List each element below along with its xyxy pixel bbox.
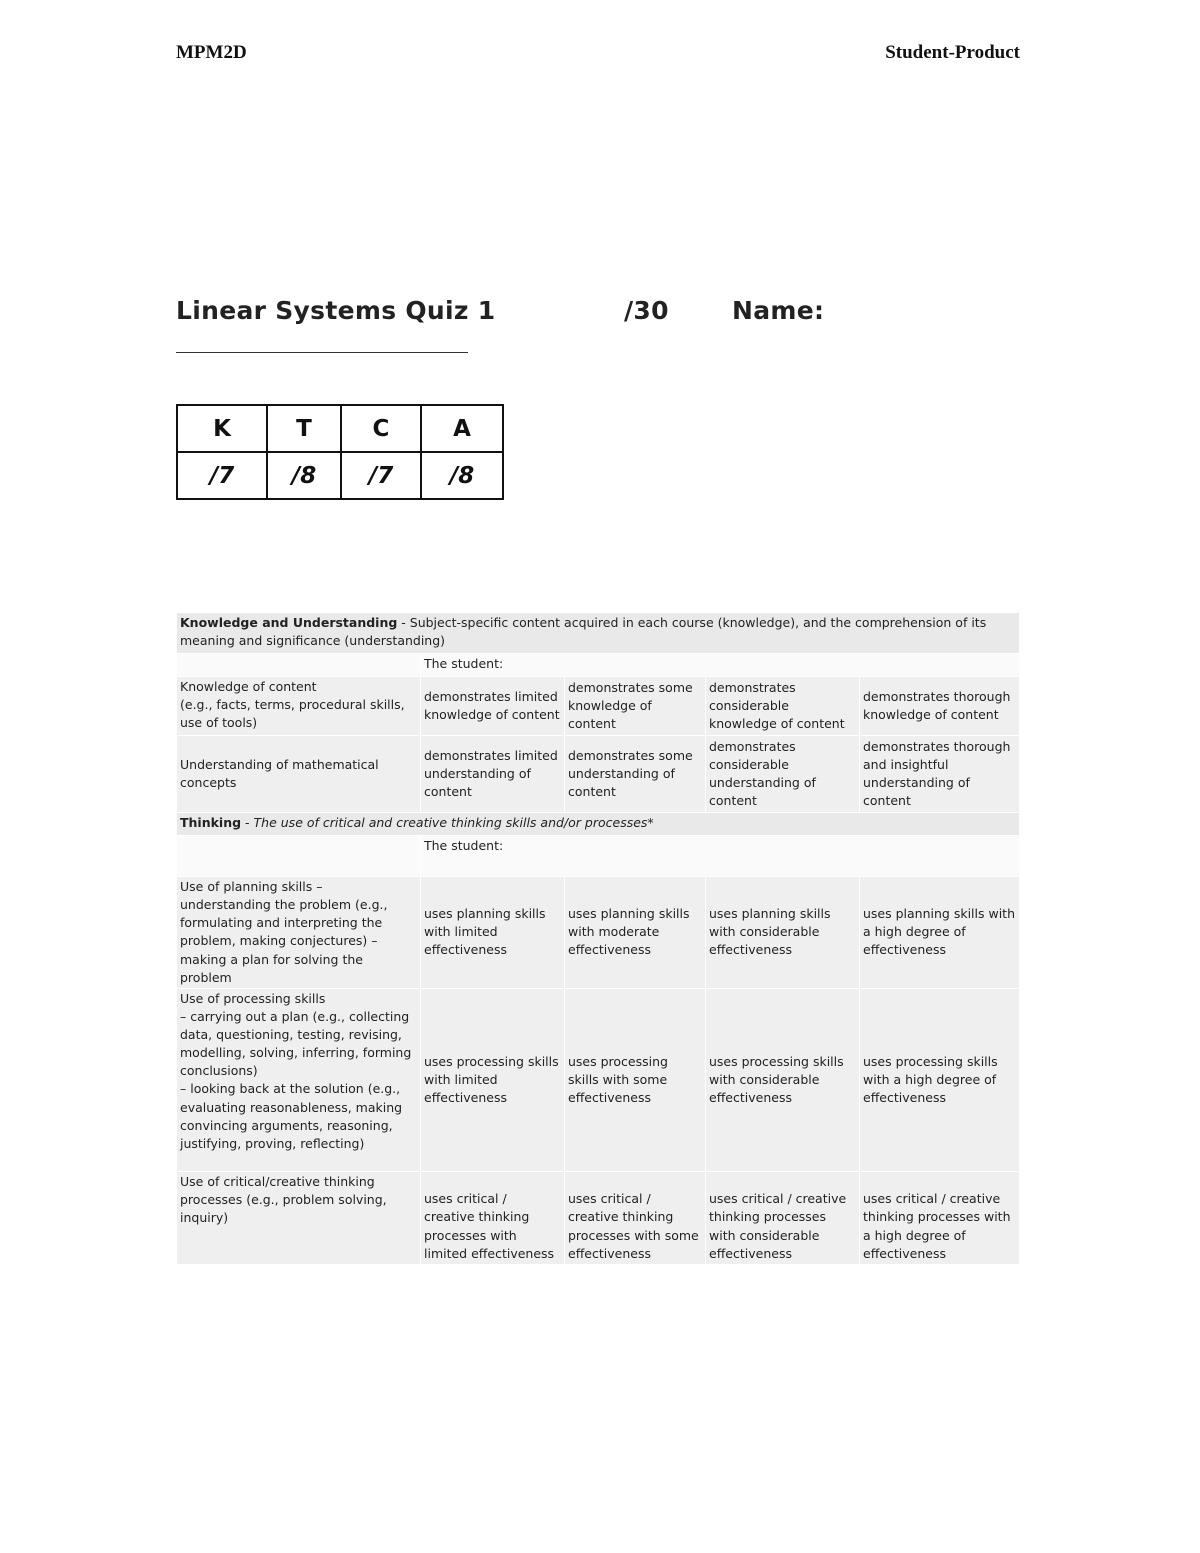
kicta-score-row bbox=[177, 452, 503, 499]
kicta-category-row bbox=[177, 405, 503, 452]
course-code: MPM2D bbox=[176, 42, 247, 63]
category-k: K bbox=[177, 405, 267, 452]
thinking-heading: Thinking bbox=[180, 815, 242, 830]
rubric-row bbox=[177, 677, 1020, 736]
score-t[interactable]: /8 bbox=[267, 452, 341, 499]
level-4-cell: uses processing skills with a high degree of effectiveness bbox=[860, 988, 1020, 1171]
criterion-cell: Use of processing skills – carrying out a plan (e.g., collecting data, questioning, testing, revising, modelling, solving, inferring, forming conclusions) – looking back at the solution (e.g., evaluating reasonableness, making convincing arguments, reasoning, justifying, proving, reflecting) bbox=[177, 988, 421, 1171]
thinking-section-cell: Thinking - The use of critical and creative thinking skills and/or processes* bbox=[177, 813, 1020, 836]
level-2-cell: uses critical / creative thinking processes with some effectiveness bbox=[565, 1171, 706, 1264]
thinking-description: The use of critical and creative thinking skills and/or processes* bbox=[253, 815, 654, 830]
criterion-cell: Use of critical/creative thinking processes (e.g., problem solving, inquiry) bbox=[177, 1171, 421, 1264]
level-2-cell: uses planning skills with moderate effectiveness bbox=[565, 877, 706, 989]
level-3-cell: uses critical / creative thinking processes with considerable effectiveness bbox=[706, 1171, 860, 1264]
level-4-cell: uses planning skills with a high degree of effectiveness bbox=[860, 877, 1020, 989]
empty-cell bbox=[177, 654, 421, 677]
level-2-cell: demonstrates some knowledge of content bbox=[565, 677, 706, 736]
level-4-cell: uses critical / creative thinking processes with a high degree of effectiveness bbox=[860, 1171, 1020, 1264]
ku-student-row bbox=[177, 654, 1020, 677]
rubric-row bbox=[177, 877, 1020, 989]
level-1-cell: uses planning skills with limited effectiveness bbox=[421, 877, 565, 989]
category-t: T bbox=[267, 405, 341, 452]
score-c[interactable]: /7 bbox=[341, 452, 421, 499]
ku-student-label: The student: bbox=[421, 654, 1020, 677]
level-4-cell: demonstrates thorough knowledge of content bbox=[860, 677, 1020, 736]
criterion-cell: Understanding of mathematical concepts bbox=[177, 736, 421, 813]
ku-heading: Knowledge and Understanding bbox=[180, 615, 398, 630]
rubric-table bbox=[176, 612, 1020, 1265]
name-line[interactable] bbox=[176, 352, 468, 353]
level-1-cell: demonstrates limited understanding of content bbox=[421, 736, 565, 813]
score-a[interactable]: /8 bbox=[421, 452, 503, 499]
thinking-student-row bbox=[177, 836, 1020, 877]
quiz-total: /30 bbox=[624, 296, 669, 325]
level-1-cell: demonstrates limited knowledge of content bbox=[421, 677, 565, 736]
quiz-title: Linear Systems Quiz 1 bbox=[176, 296, 496, 325]
level-3-cell: uses planning skills with considerable effectiveness bbox=[706, 877, 860, 989]
ku-section-cell bbox=[177, 613, 1020, 654]
level-3-cell: uses processing skills with considerable effectiveness bbox=[706, 988, 860, 1171]
level-4-cell: demonstrates thorough and insightful understanding of content bbox=[860, 736, 1020, 813]
category-c: C bbox=[341, 405, 421, 452]
ku-description: - Subject-specific content acquired in each course (knowledge), and the comprehension of its meaning and significance (understanding) bbox=[180, 615, 987, 649]
name-label: Name: bbox=[732, 296, 825, 325]
criterion-cell: Knowledge of content (e.g., facts, terms, procedural skills, use of tools) bbox=[177, 677, 421, 736]
level-2-cell: demonstrates some understanding of content bbox=[565, 736, 706, 813]
rubric-row bbox=[177, 736, 1020, 813]
rubric-row bbox=[177, 988, 1020, 1171]
kicta-score-table bbox=[176, 404, 504, 500]
level-1-cell: uses critical / creative thinking processes with limited effectiveness bbox=[421, 1171, 565, 1264]
level-2-cell: uses processing skills with some effectiveness bbox=[565, 988, 706, 1171]
ku-section-header bbox=[177, 613, 1020, 654]
level-3-cell: demonstrates considerable understanding of content bbox=[706, 736, 860, 813]
header-label: Student-Product bbox=[885, 42, 1020, 63]
thinking-student-label: The student: bbox=[421, 836, 1020, 877]
level-1-cell: uses processing skills with limited effectiveness bbox=[421, 988, 565, 1171]
empty-cell bbox=[177, 836, 421, 877]
thinking-section-header bbox=[177, 813, 1020, 836]
level-3-cell: demonstrates considerable knowledge of content bbox=[706, 677, 860, 736]
rubric-row bbox=[177, 1171, 1020, 1264]
category-a: A bbox=[421, 405, 503, 452]
criterion-cell: Use of planning skills – understanding the problem (e.g., formulating and interpreting the problem, making conjectures) – making a plan for solving the problem bbox=[177, 877, 421, 989]
score-k[interactable]: /7 bbox=[177, 452, 267, 499]
